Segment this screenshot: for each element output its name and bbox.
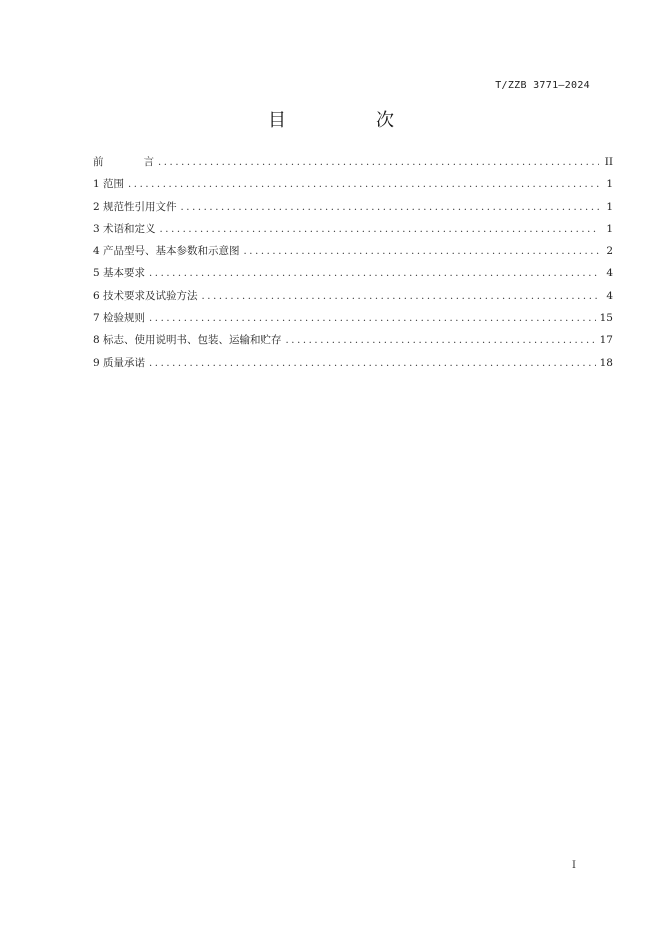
- toc-entry-basic-requirements[interactable]: [93, 265, 613, 287]
- toc-entry-marking-packaging[interactable]: [93, 332, 613, 354]
- toc-entry-quality-commitment[interactable]: [93, 355, 613, 377]
- toc-entry-inspection-rules[interactable]: [93, 310, 613, 332]
- toc-entry-page: 1: [606, 178, 613, 191]
- toc-entry-label: 4 产品型号、基本参数和示意图: [93, 245, 240, 258]
- page-number: I: [572, 860, 576, 871]
- toc-entry-label: 9 质量承诺: [93, 356, 146, 369]
- toc-entry-label: [93, 154, 154, 170]
- toc-entry-page: 18: [599, 356, 613, 369]
- table-of-contents: [93, 154, 613, 377]
- toc-dot-leader: [149, 266, 599, 282]
- toc-dot-leader: [181, 200, 599, 216]
- toc-entry-page: 17: [599, 334, 613, 347]
- toc-entry-label: 5 基本要求: [93, 267, 146, 280]
- toc-title: 目 次: [268, 110, 430, 131]
- toc-entry-terms-definitions[interactable]: [93, 221, 613, 243]
- toc-entry-page: 1: [606, 200, 613, 213]
- toc-entry-normative-references[interactable]: [93, 199, 613, 221]
- toc-entry-page: 2: [606, 245, 613, 258]
- toc-entry-label: 7 检验规则: [93, 312, 146, 325]
- toc-entry-page: 4: [606, 267, 613, 280]
- toc-dot-leader: [149, 311, 596, 327]
- toc-entry-page: 15: [599, 312, 613, 325]
- toc-entry-label: 8 标志、使用说明书、包装、运输和贮存: [93, 334, 282, 347]
- toc-entry-page: 1: [606, 222, 613, 235]
- toc-dot-leader: [202, 289, 599, 305]
- toc-dot-leader: [158, 155, 599, 171]
- toc-dot-leader: [160, 222, 599, 238]
- toc-entry-label: 6 技术要求及试验方法: [93, 289, 198, 302]
- toc-dot-leader: [128, 177, 599, 193]
- document-code: T/ZZB 3771—2024: [495, 80, 590, 91]
- toc-dot-leader: [149, 356, 596, 372]
- toc-entry-label-part-a: 前: [93, 156, 104, 168]
- toc-entry-page: II: [604, 156, 613, 168]
- toc-entry-foreword[interactable]: [93, 154, 613, 176]
- toc-entry-product-model[interactable]: [93, 243, 613, 265]
- toc-entry-label: 3 术语和定义: [93, 222, 156, 235]
- toc-entry-label-part-b: 言: [143, 156, 154, 168]
- toc-dot-leader: [286, 333, 596, 349]
- toc-entry-label: 1 范围: [93, 178, 125, 191]
- toc-entry-page: 4: [606, 289, 613, 302]
- toc-entry-scope[interactable]: [93, 176, 613, 198]
- toc-entry-technical-requirements[interactable]: [93, 288, 613, 310]
- toc-dot-leader: [244, 244, 599, 260]
- toc-entry-label: 2 规范性引用文件: [93, 200, 177, 213]
